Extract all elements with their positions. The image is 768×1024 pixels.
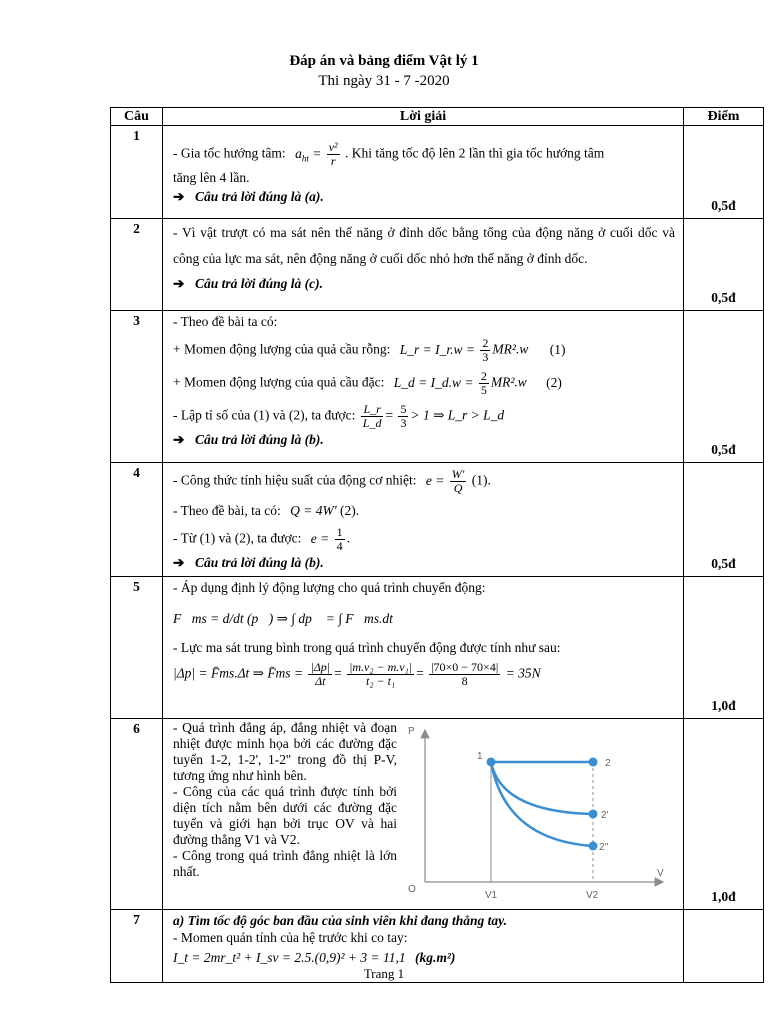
document-title: Đáp án và bảng điểm Vật lý 1	[289, 53, 479, 69]
table-row	[111, 311, 764, 463]
question-number: 4	[111, 463, 163, 577]
header-question: Câu	[111, 108, 163, 126]
question-number: 6	[111, 719, 163, 910]
q5-line3: - Lực ma sát trung bình trong quá trình chuyển động được tính như sau:	[173, 640, 561, 655]
score-cell: 0,5đ	[684, 311, 764, 463]
table-header-row	[111, 108, 764, 126]
answer-table	[110, 107, 764, 983]
question-number: 2	[111, 219, 163, 311]
q5-line2: F⃗ms = d/dt (p⃗) ⇒ ∫ dp⃗ = ∫ F⃗ms.dt	[173, 611, 393, 626]
table-row	[111, 126, 764, 219]
question-number: 3	[111, 311, 163, 463]
q1-line1	[173, 141, 675, 168]
point-2-label: 2	[605, 758, 611, 769]
q4-line1: - Công thức tính hiệu suất của động cơ nhiệt: e = $\frac{W'}{Q}$ (1).	[173, 467, 491, 495]
q3-line2: + Momen động lượng của quả cầu rỗng: L_r = I_r.w = $\frac{2}{3}$ MR².w (1)	[173, 336, 566, 364]
arrow-right-icon: ➔	[173, 276, 185, 291]
q1-formula-lhs: $a_{ht}$ =	[295, 145, 322, 164]
table-row	[111, 719, 764, 910]
v-axis-label: V	[657, 868, 664, 879]
point-1	[487, 758, 496, 767]
v2-label: V2	[586, 890, 599, 901]
q7-line2: - Momen quán tính của hệ trước khi co tay:	[173, 930, 408, 945]
q6-text2: - Công của các quá trình được tính bởi diện tích nằm bên dưới các đường đặc tuyến và giới hạn bởi trục OV và hai đường thẳng V1 và V2.	[173, 784, 397, 847]
q6-text	[173, 720, 397, 909]
q2-answer: ➔ Câu trả lời đúng là (c).	[173, 276, 324, 291]
point-1-label: 1	[477, 751, 483, 762]
q5-line4: |Δp| = F̄ms.Δt ⇒ F̄ms = $\frac{|\Delta p|}{\Delta t}$ = $\frac{\text{|m.v₂ − m.v₁|}}{\text{t₂ − t₁}}$ = $\frac{|70\times 0 - 70\times 4|}{8}$ = 35N	[173, 660, 541, 688]
score-cell: 0,5đ	[684, 126, 764, 219]
header-solution: Lời giải	[163, 108, 684, 126]
table-row	[111, 577, 764, 719]
score-cell: 1,0đ	[684, 577, 764, 719]
score-cell: 0,5đ	[684, 463, 764, 577]
q6-text3: - Công trong quá trình đẳng nhiệt là lớn nhất.	[173, 848, 397, 879]
q1-line1-post: . Khi tăng tốc độ lên 2 lần thì gia tốc hướng tâm	[345, 145, 605, 161]
question-number: 7	[111, 910, 163, 983]
point-2	[589, 758, 598, 767]
origin-label: O	[408, 884, 416, 895]
header-score: Điểm	[684, 108, 764, 126]
question-number: 1	[111, 126, 163, 219]
isothermal-curve	[491, 762, 593, 814]
q2-text: - Vì vật trượt có ma sát nên thế năng ở đỉnh dốc bằng tổng của động năng ở cuối dốc và công của lực ma sát, nên động năng ở cuối dốc nhỏ hơn thế năng ở đỉnh dốc.	[173, 225, 675, 266]
q3-line4: - Lập tỉ số của (1) và (2), ta được: $\frac{L\_r}{L\_d}$ = $\frac{5}{3}$ > 1 ⇒ L_r > L_d	[173, 402, 505, 430]
question-number: 5	[111, 577, 163, 719]
point-2-prime	[589, 810, 598, 819]
pv-diagram	[405, 722, 675, 909]
q3-line3: + Momen động lượng của quả cầu đặc: L_d = I_d.w = $\frac{2}{5}$ MR².w (2)	[173, 369, 562, 397]
q7-line1: a) Tìm tốc độ góc ban đầu của sinh viên khi đang thẳng tay.	[173, 913, 508, 928]
point-2-prime-label: 2'	[601, 810, 609, 821]
arrow-right-icon: ➔	[173, 189, 185, 205]
arrow-right-icon: ➔	[173, 555, 185, 570]
table-row	[111, 219, 764, 311]
table-row	[111, 463, 764, 577]
q3-answer: ➔ Câu trả lời đúng là (b).	[173, 432, 324, 447]
q1-line1-pre: - Gia tốc hướng tâm:	[173, 145, 286, 161]
v1-label: V1	[485, 890, 498, 901]
arrow-right-icon: ➔	[173, 432, 185, 447]
solution-cell	[163, 219, 684, 311]
page-number: Trang 1	[363, 966, 405, 981]
q1-formula-fraction: $\frac{\text{v²}}{r}$	[328, 140, 338, 168]
solution-cell	[163, 577, 684, 719]
q5-line1: - Áp dụng định lý động lượng cho quá trình chuyển động:	[173, 580, 486, 595]
adiabatic-curve	[491, 762, 593, 846]
q6-text1: - Quá trình đẳng áp, đẳng nhiệt và đoạn nhiệt được minh họa bởi các đường đặc tuyến 1-2, 1-2', 1-2'' trong đồ thị P-V, tương ứng như hình bên.	[173, 720, 397, 783]
score-cell: 0,5đ	[684, 219, 764, 311]
q1-answer: ➔ Câu trả lời đúng là (a).	[173, 189, 324, 205]
q4-answer: ➔ Câu trả lời đúng là (b).	[173, 555, 324, 570]
q7-line3: I_t = 2mr_t² + I_sv = 2.5.(0,9)² + 3 = 11,1 (kg.m²)	[173, 950, 456, 965]
solution-cell	[163, 719, 684, 910]
score-cell: 1,0đ	[684, 719, 764, 910]
solution-cell	[163, 126, 684, 219]
solution-cell	[163, 463, 684, 577]
exam-date: Thi ngày 31 - 7 -2020	[318, 73, 450, 89]
solution-cell	[163, 311, 684, 463]
q4-line3: - Từ (1) và (2), ta được: e = $\frac{1}{4}$ .	[173, 525, 350, 553]
point-2-double-prime	[589, 842, 598, 851]
q4-line2: - Theo đề bài, ta có: Q = 4W' (2).	[173, 503, 360, 518]
point-2-double-prime-label: 2''	[599, 842, 609, 853]
q3-line1: - Theo đề bài ta có:	[173, 314, 278, 329]
p-axis-label: P	[408, 726, 415, 737]
q1-line2: tăng lên 4 lần.	[173, 170, 250, 186]
